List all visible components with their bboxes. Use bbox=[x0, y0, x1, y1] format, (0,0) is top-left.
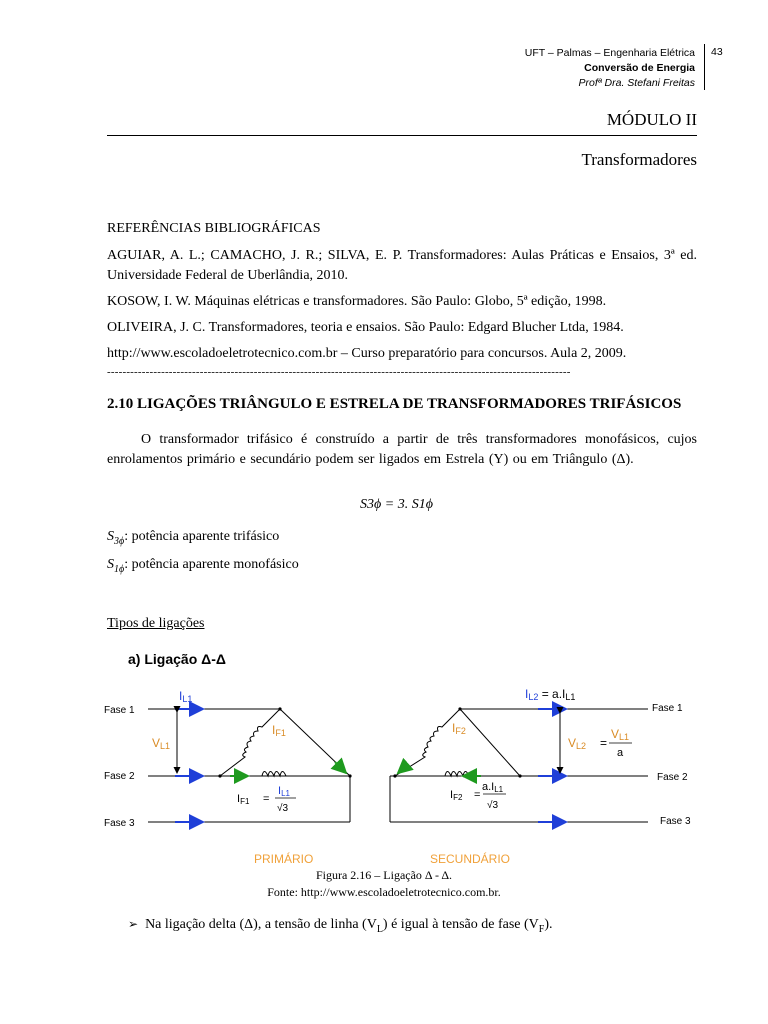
label-if2-numerator: a.IL1 bbox=[482, 781, 504, 794]
label-fase2: Fase 2 bbox=[104, 771, 135, 782]
definition-single-phase bbox=[107, 555, 697, 580]
definition-subscript: 3ϕ bbox=[114, 535, 125, 547]
power-equation: S3ϕ = 3. S1ϕ bbox=[360, 497, 433, 512]
label-il2: IL2 = a.IL1 bbox=[525, 687, 576, 702]
label-if1-equation: IF1 bbox=[237, 793, 250, 806]
label-if1: IF1 bbox=[272, 723, 286, 738]
secondary-node bbox=[393, 774, 396, 777]
label-vl1: VL1 bbox=[152, 736, 171, 751]
label-if2-equation: IF2 bbox=[450, 789, 463, 802]
label-if2: IF2 bbox=[452, 721, 466, 736]
header-institution: UFT – Palmas – Engenharia Elétrica bbox=[524, 47, 695, 59]
bullet-text: ). bbox=[544, 917, 553, 932]
definition-symbol: S bbox=[107, 557, 114, 572]
reference-item: AGUIAR, A. L.; CAMACHO, J. R.; SILVA, E. P. Transformadores: Aulas Práticas e Ensaios, 3ª ed. Universidade Federal de Uberlândia, 2010. bbox=[107, 248, 697, 283]
secondary-delta-side bbox=[460, 709, 520, 776]
arrow-if1-side bbox=[335, 762, 346, 773]
definition-three-phase bbox=[107, 527, 697, 552]
primary-node bbox=[348, 774, 351, 777]
label-secundario: SECUNDÁRIO bbox=[430, 852, 511, 866]
figure-source: Fonte: http://www.escoladoeletrotecnico.com.br. bbox=[267, 885, 501, 899]
reference-link[interactable]: http://www.escoladoeletrotecnico.com.br – Curso preparatório para concursos. Aula 2, 2009. bbox=[107, 346, 627, 361]
definition-text: : potência aparente monofásico bbox=[124, 557, 299, 572]
primary-node bbox=[278, 707, 281, 710]
reference-item: KOSOW, I. W. Máquinas elétricas e transformadores. São Paulo: Globo, 5ª edição, 1998. bbox=[107, 294, 607, 309]
label-fase1: Fase 1 bbox=[104, 705, 135, 716]
header-divider bbox=[704, 44, 705, 90]
bullet-sub: L bbox=[376, 923, 383, 935]
definition-subscript: 1ϕ bbox=[114, 563, 125, 575]
label-sqrt3: √3 bbox=[277, 803, 289, 814]
bullet-text: ) é igual à tensão de fase (V bbox=[382, 917, 539, 932]
label-equals: = bbox=[263, 793, 270, 805]
secondary-node bbox=[518, 774, 521, 777]
label-il1: IL1 bbox=[179, 689, 193, 704]
page-header bbox=[525, 46, 695, 91]
bullet-arrow-icon: ➢ bbox=[128, 917, 139, 931]
page-number: 43 bbox=[711, 46, 723, 58]
header-course: Conversão de Energia bbox=[584, 62, 695, 74]
label-if1-numerator: IL1 bbox=[278, 785, 290, 798]
primary-coil-left bbox=[220, 709, 280, 776]
label-fase3: Fase 3 bbox=[660, 816, 691, 827]
bullet-delta-voltage bbox=[128, 917, 553, 935]
section-heading: 2.10 LIGAÇÕES TRIÂNGULO E ESTRELA DE TRANSFORMADORES TRIFÁSICOS bbox=[107, 396, 682, 412]
reference-item: OLIVEIRA, J. C. Transformadores, teoria e ensaios. São Paulo: Edgard Blucher Ltda, 1984. bbox=[107, 320, 624, 335]
label-equals: = bbox=[600, 736, 608, 750]
dashed-separator: ------------------------------------------------------------------------------------------------------------------------ bbox=[107, 366, 571, 378]
title-rule bbox=[107, 135, 697, 136]
label-primario: PRIMÁRIO bbox=[254, 852, 314, 866]
figure-caption: Figura 2.16 – Ligação Δ - Δ. bbox=[315, 868, 453, 882]
definition-symbol: S bbox=[107, 529, 114, 544]
delta-delta-item: a) Ligação Δ-Δ bbox=[128, 651, 226, 667]
header-professor: Profª Dra. Stefani Freitas bbox=[578, 77, 695, 89]
label-vl2-denominator: a bbox=[617, 747, 624, 759]
section-intro: O transformador trifásico é construído a partir de três transformadores monofásicos, cujos enrolamentos primário e secundário podem ser ligados em Estrela (Y) ou em Triângulo (Δ). bbox=[107, 432, 697, 467]
bullet-text: Na ligação delta (Δ), a tensão de linha (V bbox=[145, 917, 377, 932]
definition-text: : potência aparente trifásico bbox=[124, 529, 280, 544]
subject-title: Transformadores bbox=[581, 150, 697, 169]
label-vl2-numerator: VL1 bbox=[611, 727, 630, 742]
label-fase3: Fase 3 bbox=[104, 818, 135, 829]
label-fase1: Fase 1 bbox=[652, 703, 683, 714]
connection-types-heading: Tipos de ligações bbox=[107, 616, 205, 631]
label-fase2: Fase 2 bbox=[657, 772, 688, 783]
label-equals: = bbox=[474, 789, 481, 801]
label-vl2: VL2 bbox=[568, 736, 587, 751]
primary-node bbox=[218, 774, 221, 777]
bullet-sub: F bbox=[538, 923, 545, 935]
delta-delta-diagram bbox=[100, 680, 700, 870]
references-heading: REFERÊNCIAS BIBLIOGRÁFICAS bbox=[107, 221, 321, 236]
module-title: MÓDULO II bbox=[606, 110, 697, 129]
secondary-node bbox=[458, 707, 461, 710]
secondary-coil-bottom bbox=[395, 772, 520, 777]
label-sqrt3: √3 bbox=[487, 800, 499, 811]
